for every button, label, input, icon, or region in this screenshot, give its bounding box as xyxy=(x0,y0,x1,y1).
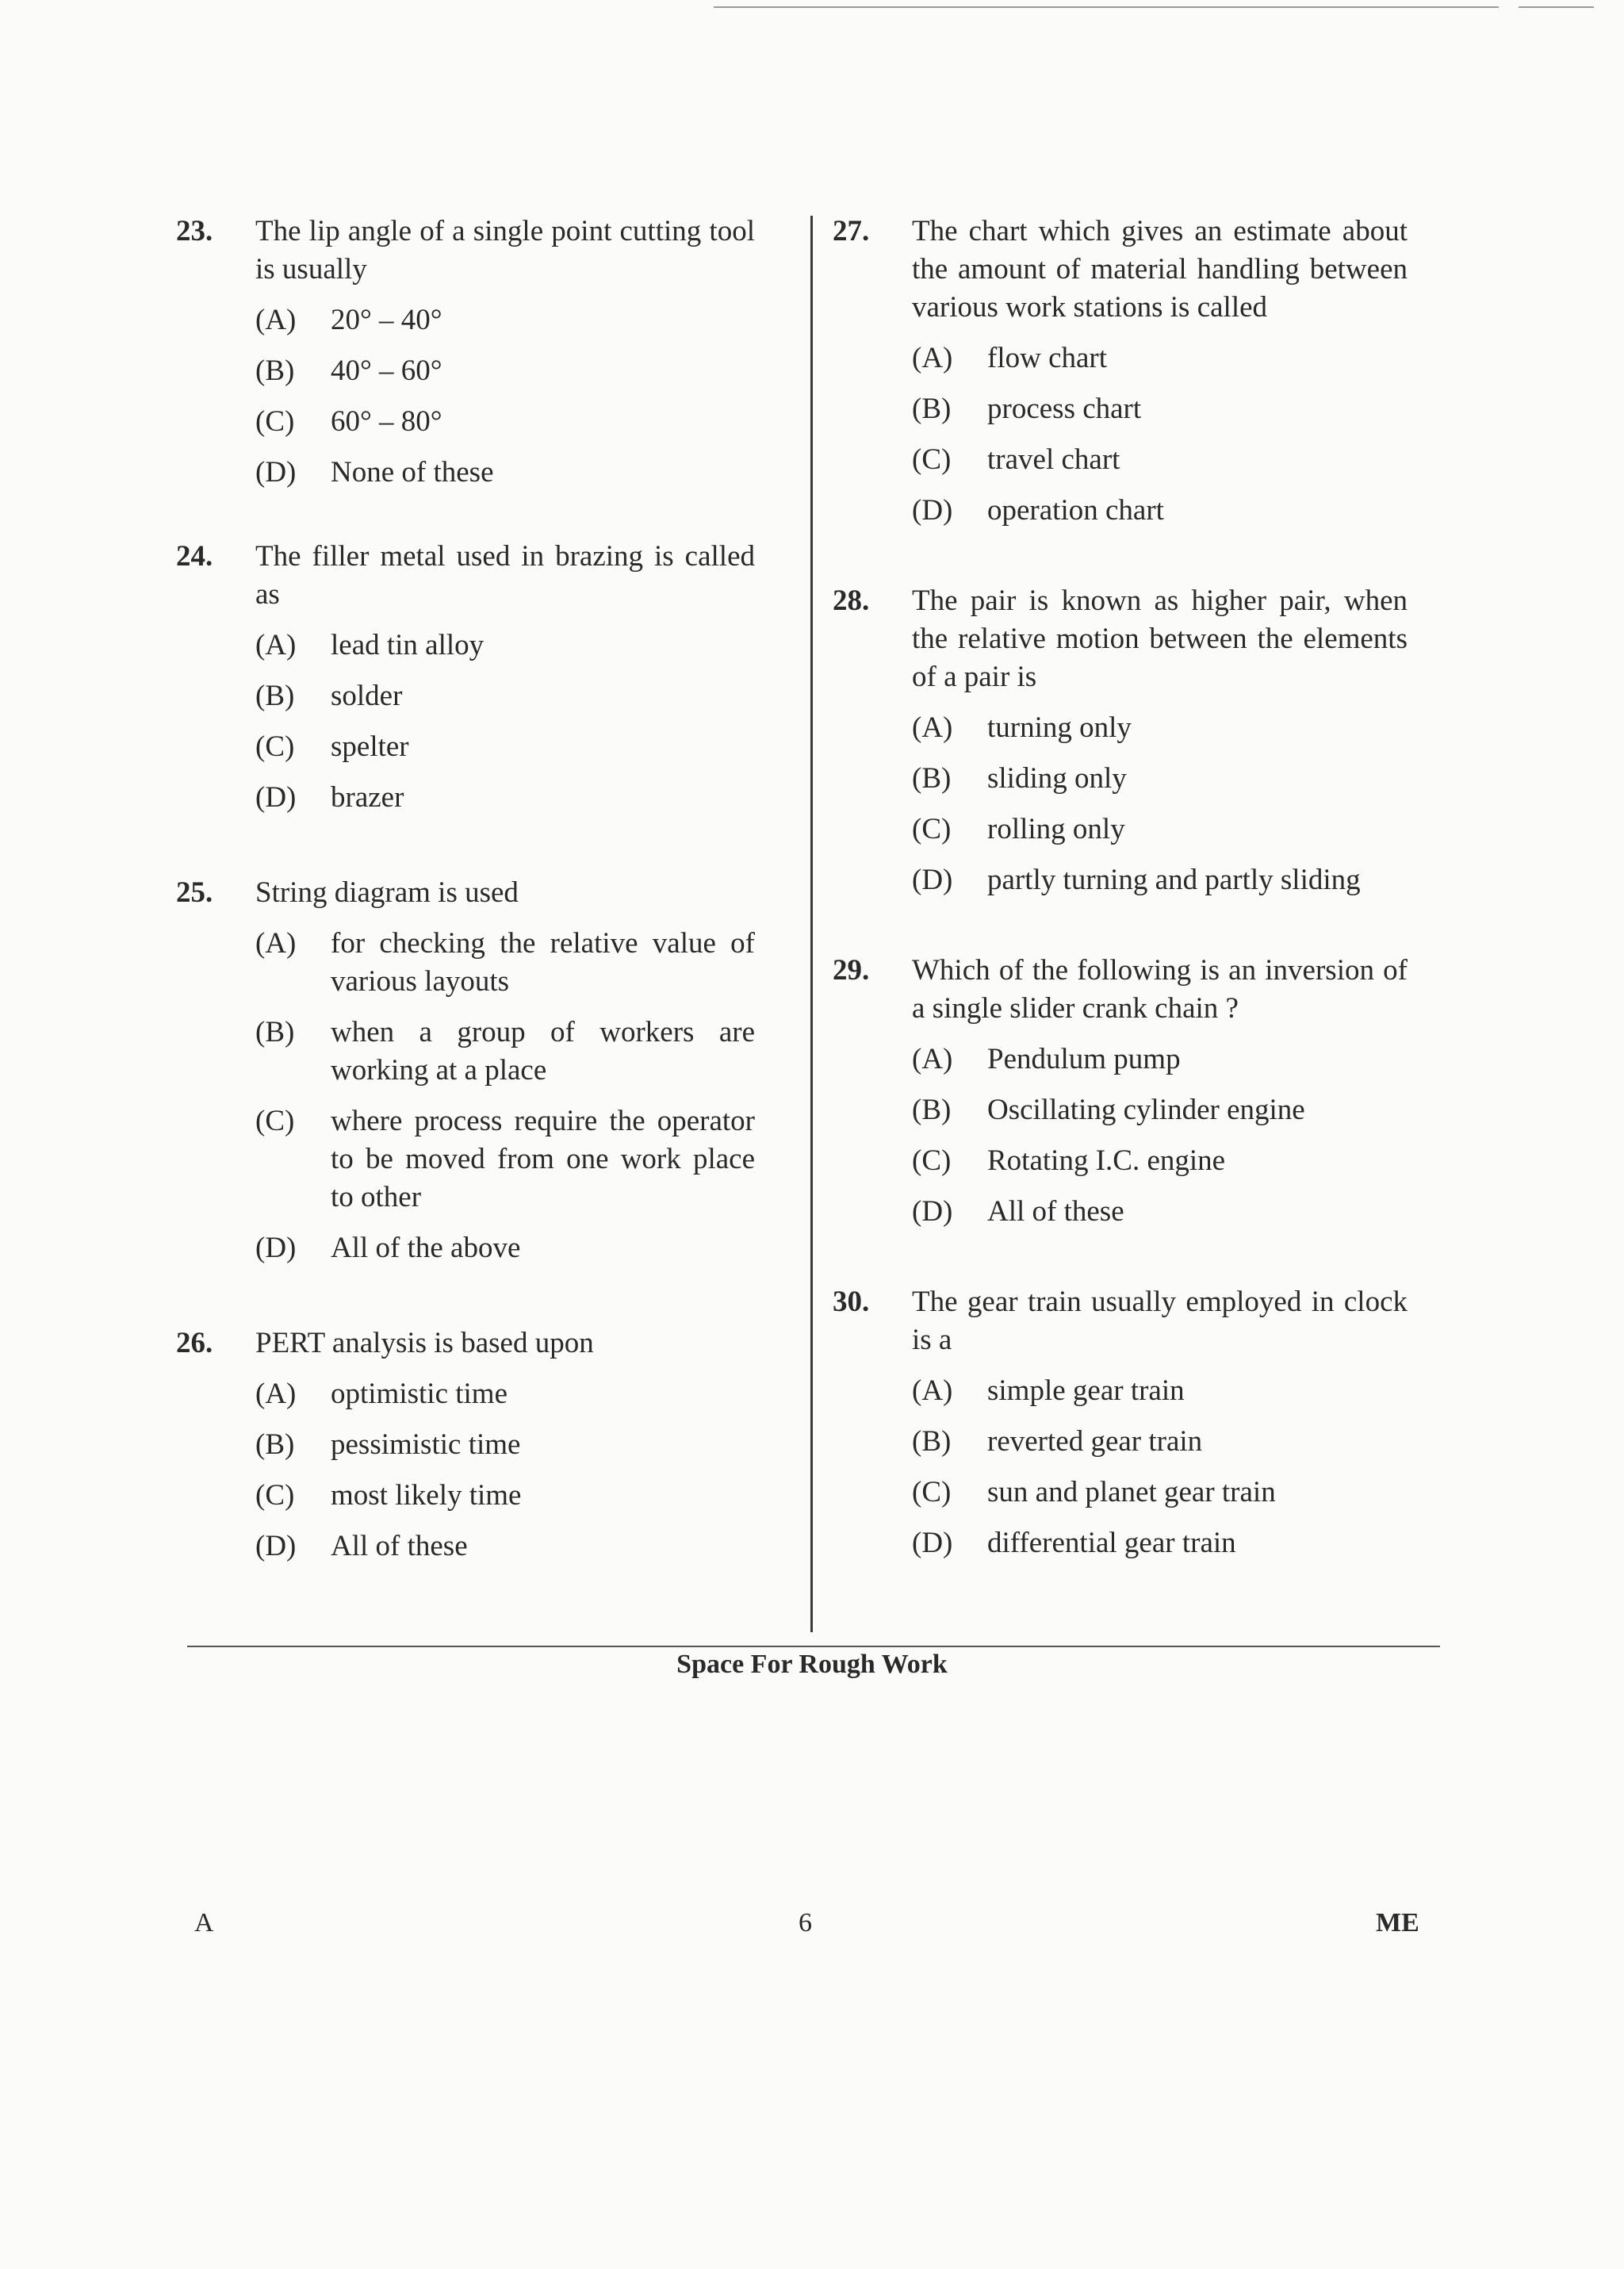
question-number: 28. xyxy=(833,584,870,617)
option-text: differential gear train xyxy=(987,1527,1236,1559)
option-a[interactable] xyxy=(912,339,1408,378)
option-text: Pendulum pump xyxy=(987,1043,1181,1075)
option-text: 40° – 60° xyxy=(331,355,442,387)
option-c[interactable] xyxy=(912,441,1408,479)
option-c[interactable] xyxy=(255,1102,755,1217)
option-label: (C) xyxy=(912,813,952,845)
question-number: 26. xyxy=(176,1327,213,1359)
question-text: The filler metal used in brazing is called as xyxy=(255,540,755,611)
option-text: brazer xyxy=(331,781,404,814)
question-number: 27. xyxy=(833,215,870,247)
option-a[interactable] xyxy=(255,925,755,1001)
option-label: (B) xyxy=(912,393,952,425)
footer-set-code: A xyxy=(194,1908,214,1937)
rough-work-heading: Space For Rough Work xyxy=(676,1650,948,1679)
option-text: All of the above xyxy=(331,1232,521,1264)
option-label: (D) xyxy=(912,1527,953,1559)
question-number: 24. xyxy=(176,540,213,573)
option-a[interactable] xyxy=(912,709,1408,747)
option-a[interactable] xyxy=(912,1041,1408,1079)
option-b[interactable] xyxy=(912,760,1408,798)
option-d[interactable] xyxy=(912,861,1408,899)
option-text: partly turning and partly sliding xyxy=(987,864,1361,896)
option-label: (B) xyxy=(255,1016,295,1048)
option-d[interactable] xyxy=(255,454,755,492)
option-a[interactable] xyxy=(255,301,755,339)
option-text: for checking the relative value of various layouts xyxy=(331,927,755,998)
option-text: turning only xyxy=(987,711,1132,744)
option-text: when a group of workers are working at a place xyxy=(331,1016,755,1087)
option-d[interactable] xyxy=(912,1524,1408,1562)
option-text: simple gear train xyxy=(987,1374,1185,1407)
option-c[interactable] xyxy=(255,728,755,766)
question-text: The chart which gives an estimate about the amount of material handling between various work stations is called xyxy=(912,215,1408,324)
question-number: 23. xyxy=(176,215,213,247)
question-28 xyxy=(833,582,1408,899)
top-rule xyxy=(714,6,1499,8)
option-text: flow chart xyxy=(987,342,1108,374)
option-b[interactable] xyxy=(255,1014,755,1090)
option-b[interactable] xyxy=(912,390,1408,428)
question-text: The gear train usually employed in clock is a xyxy=(912,1286,1408,1356)
question-number: 29. xyxy=(833,954,870,987)
option-text: All of these xyxy=(331,1530,468,1562)
option-label: (B) xyxy=(255,355,295,387)
option-text: sun and planet gear train xyxy=(987,1476,1276,1508)
option-label: (C) xyxy=(255,405,295,438)
option-label: (B) xyxy=(912,1425,952,1458)
option-label: (B) xyxy=(912,762,952,795)
option-label: (D) xyxy=(255,456,297,489)
option-text: operation chart xyxy=(987,494,1164,527)
option-b[interactable] xyxy=(255,352,755,390)
option-text: reverted gear train xyxy=(987,1425,1203,1458)
option-label: (D) xyxy=(255,781,297,814)
option-b[interactable] xyxy=(255,677,755,715)
option-label: (A) xyxy=(912,1374,953,1407)
option-label: (C) xyxy=(255,1479,295,1512)
question-number: 25. xyxy=(176,876,213,909)
option-text: 20° – 40° xyxy=(331,304,442,336)
option-text: lead tin alloy xyxy=(331,629,485,661)
question-26 xyxy=(176,1324,755,1566)
option-a[interactable] xyxy=(255,1375,755,1413)
option-text: where process require the operator to be moved from one work place to other xyxy=(331,1105,755,1213)
option-b[interactable] xyxy=(255,1426,755,1464)
question-text: The pair is known as higher pair, when the relative motion between the elements of a pair is xyxy=(912,584,1408,693)
top-rule-short xyxy=(1519,6,1594,8)
option-b[interactable] xyxy=(912,1091,1408,1129)
option-text: pessimistic time xyxy=(331,1428,521,1461)
option-label: (B) xyxy=(255,680,295,712)
option-d[interactable] xyxy=(912,1193,1408,1231)
option-label: (C) xyxy=(912,1144,952,1177)
option-label: (D) xyxy=(255,1530,297,1562)
question-27 xyxy=(833,213,1408,530)
option-label: (D) xyxy=(912,1195,953,1228)
option-label: (A) xyxy=(912,342,953,374)
option-text: All of these xyxy=(987,1195,1124,1228)
option-label: (A) xyxy=(255,304,297,336)
option-label: (B) xyxy=(255,1428,295,1461)
question-23 xyxy=(176,213,755,492)
option-text: Rotating I.C. engine xyxy=(987,1144,1226,1177)
question-text: PERT analysis is based upon xyxy=(255,1327,594,1359)
question-text: String diagram is used xyxy=(255,876,519,909)
option-label: (D) xyxy=(912,494,953,527)
option-label: (C) xyxy=(912,443,952,476)
option-text: sliding only xyxy=(987,762,1127,795)
option-c[interactable] xyxy=(912,811,1408,849)
option-label: (C) xyxy=(912,1476,952,1508)
option-label: (A) xyxy=(255,629,297,661)
option-text: process chart xyxy=(987,393,1142,425)
question-number: 30. xyxy=(833,1286,870,1318)
option-text: most likely time xyxy=(331,1479,522,1512)
right-column xyxy=(833,213,1408,1562)
option-label: (A) xyxy=(912,1043,953,1075)
option-text: optimistic time xyxy=(331,1378,508,1410)
option-a[interactable] xyxy=(912,1372,1408,1410)
option-label: (A) xyxy=(255,927,297,960)
option-text: solder xyxy=(331,680,403,712)
question-30 xyxy=(833,1283,1408,1562)
option-c[interactable] xyxy=(912,1142,1408,1180)
option-d[interactable] xyxy=(255,1527,755,1566)
question-25 xyxy=(176,874,755,1267)
option-label: (B) xyxy=(912,1094,952,1126)
footer-subject-code: ME xyxy=(1376,1908,1419,1937)
option-label: (C) xyxy=(255,1105,295,1137)
question-24 xyxy=(176,538,755,817)
option-label: (D) xyxy=(255,1232,297,1264)
option-text: None of these xyxy=(331,456,494,489)
option-a[interactable] xyxy=(255,627,755,665)
bottom-rule xyxy=(187,1646,1440,1647)
option-c[interactable] xyxy=(912,1474,1408,1512)
option-text: travel chart xyxy=(987,443,1120,476)
option-d[interactable] xyxy=(255,1229,755,1267)
question-text: Which of the following is an inversion of a single slider crank chain ? xyxy=(912,954,1408,1025)
option-c[interactable] xyxy=(255,403,755,441)
option-label: (A) xyxy=(255,1378,297,1410)
option-text: Oscillating cylinder engine xyxy=(987,1094,1305,1126)
column-divider xyxy=(810,216,813,1632)
option-c[interactable] xyxy=(255,1477,755,1515)
option-text: rolling only xyxy=(987,813,1125,845)
question-29 xyxy=(833,952,1408,1231)
option-text: spelter xyxy=(331,730,409,763)
left-column xyxy=(176,213,755,1566)
option-b[interactable] xyxy=(912,1423,1408,1461)
option-d[interactable] xyxy=(255,779,755,817)
option-label: (D) xyxy=(912,864,953,896)
footer-page-number: 6 xyxy=(799,1908,812,1937)
option-label: (A) xyxy=(912,711,953,744)
question-text: The lip angle of a single point cutting tool is usually xyxy=(255,215,755,286)
option-d[interactable] xyxy=(912,492,1408,530)
option-text: 60° – 80° xyxy=(331,405,442,438)
option-label: (C) xyxy=(255,730,295,763)
